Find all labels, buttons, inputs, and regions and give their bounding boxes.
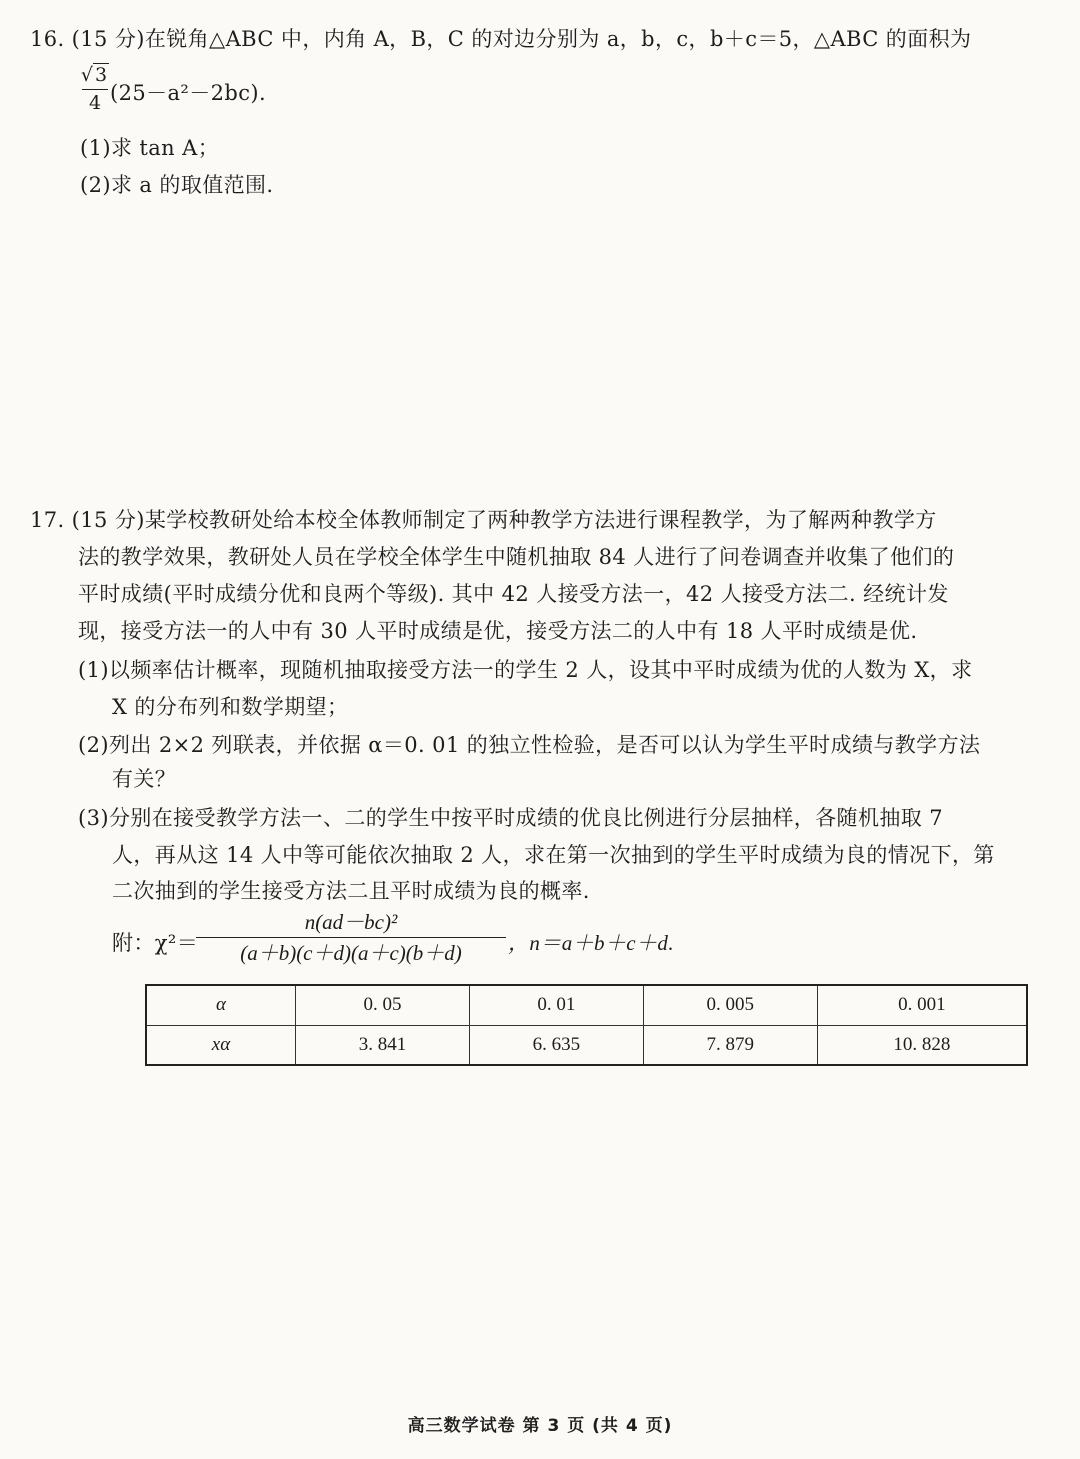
table-cell: xα [146,1025,296,1065]
q17-stem-line-2: 法的教学效果，教研处人员在学校全体学生中随机抽取 84 人进行了问卷调查并收集了他们的 [78,545,955,569]
q17-part1-line-1: (1)以频率估计概率，现随机抽取接受方法一的学生 2 人，设其中平时成绩为优的人数为 X，求 [78,658,973,682]
fraction-bar [82,89,108,90]
radicand: 3 [95,64,108,86]
table-cell: 0. 001 [817,985,1027,1025]
table-row [146,985,1027,1025]
q16-area-expression: (25－a²－2bc). [110,81,267,105]
q16-part2: (2)求 a 的取值范围. [80,173,274,197]
table-cell: 0. 01 [469,985,643,1025]
chi-square-fraction [196,907,506,968]
q17-part2-line-1: (2)列出 2×2 列联表，并依据 α＝0. 01 的独立性检验，是否可以认为学生平时成绩与教学方法 [78,733,981,757]
formula-suffix: ，n＝a＋b＋c＋d. [508,931,674,955]
q17-stem-line-4: 现，接受方法一的人中有 30 人平时成绩是优，接受方法二的人中有 18 人平时成绩是优. [78,619,918,643]
sqrt3-over-4-fraction [80,62,110,115]
q17-part3-line-1: (3)分别在接受教学方法一、二的学生中按平时成绩的优良比例进行分层抽样，各随机抽取 7 [78,806,943,830]
table-cell: 3. 841 [296,1025,470,1065]
table-cell: 0. 005 [643,985,817,1025]
q17-stem-line-1: 17. (15 分)某学校教研处给本校全体教师制定了两种教学方法进行课程教学，为了解两种教学方 [30,508,937,532]
formula-prefix: 附：χ²＝ [112,931,199,955]
fraction-denominator: 4 [88,92,102,114]
q17-part1-line-2: X 的分布列和数学期望； [112,695,349,719]
formula-denominator: (a＋b)(c＋d)(a＋c)(b＋d) [240,941,462,965]
table-cell: 7. 879 [643,1025,817,1065]
q17-stem-line-3: 平时成绩(平时成绩分优和良两个等级). 其中 42 人接受方法一，42 人接受方法二. 经统计发 [78,582,949,606]
sqrt-numerator: √ 3 [80,64,108,86]
critical-value-table [145,984,1028,1066]
page-footer: 高三数学试卷 第 3 页 (共 4 页) [407,1416,673,1436]
table-cell: 0. 05 [296,985,470,1025]
table-row [146,1025,1027,1065]
q17-part3-line-3: 二次抽到的学生接受方法二且平时成绩为良的概率. [112,879,590,903]
table-cell: 6. 635 [469,1025,643,1065]
q17-part2-line-2: 有关？ [112,767,177,791]
table-cell: α [146,985,296,1025]
table-cell: 10. 828 [817,1025,1027,1065]
q17-part3-line-2: 人，再从这 14 人中等可能依次抽取 2 人，求在第一次抽到的学生平时成绩为良的情况下，第 [112,843,995,867]
q16-stem-line: 16. (15 分)在锐角△ABC 中，内角 A，B，C 的对边分别为 a，b，c，b＋c＝5，△ABC 的面积为 [30,27,972,51]
q16-part1: (1)求 tan A； [80,136,220,160]
formula-numerator: n(ad－bc)² [304,910,398,934]
